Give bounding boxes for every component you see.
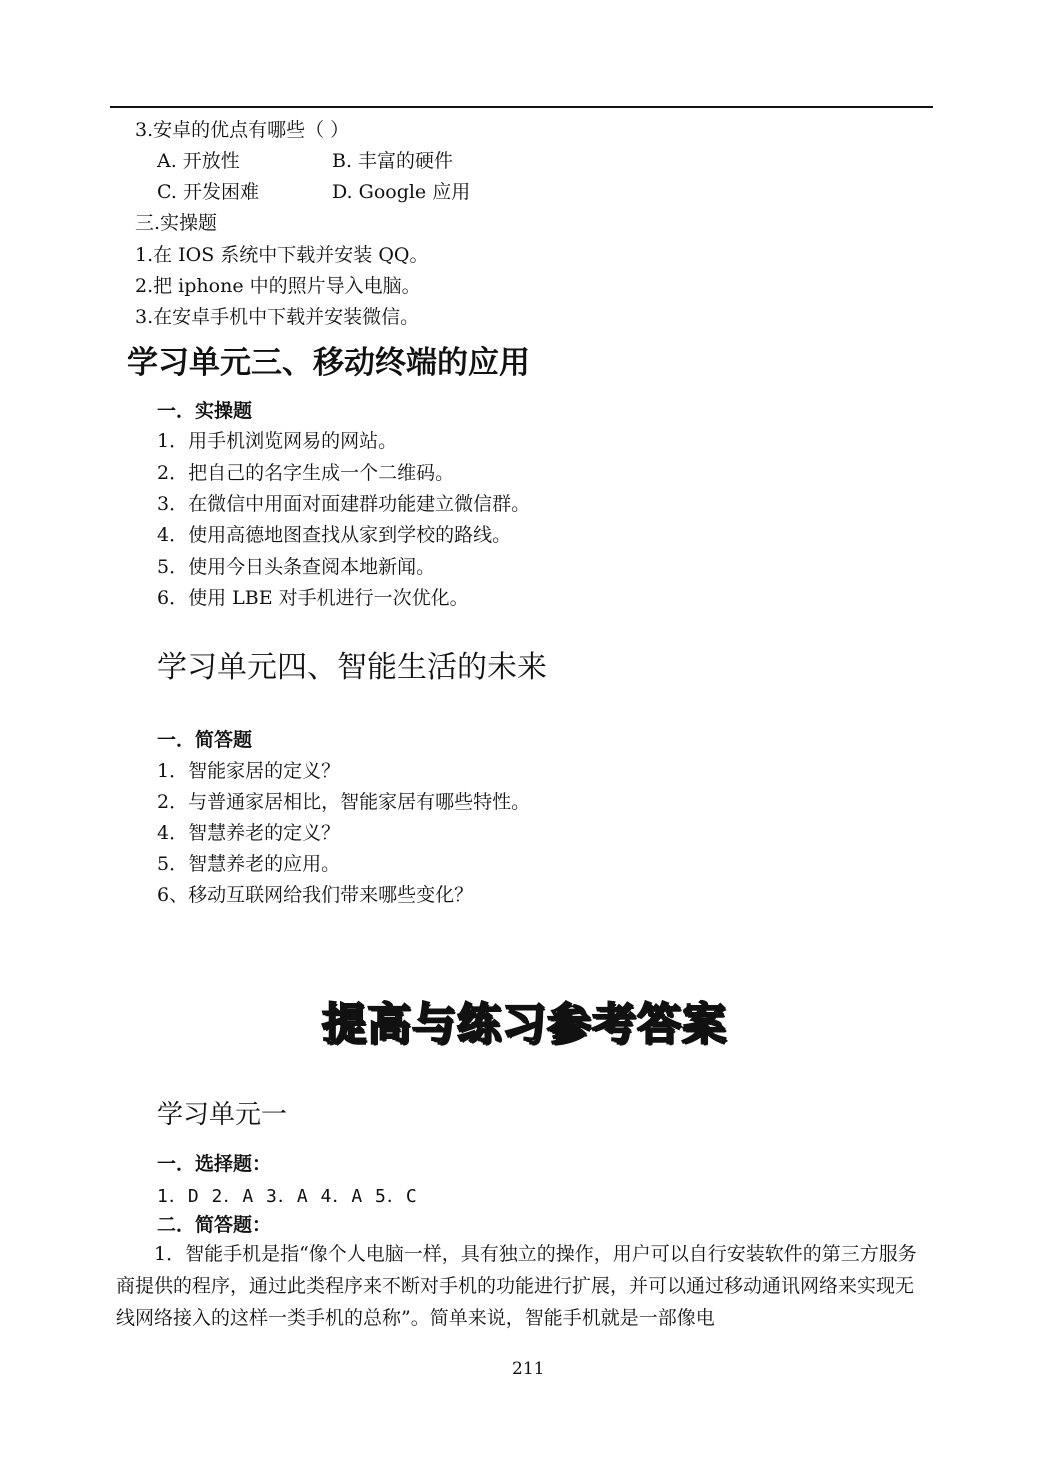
practice-item: 3.在安卓手机中下载并安装微信。: [135, 306, 420, 328]
header-rule: [110, 106, 933, 108]
unit3-item: 4．使用高德地图查找从家到学校的路线。: [157, 524, 512, 546]
practice-item: 2.把 iphone 中的照片导入电脑。: [135, 275, 421, 297]
answers-banner: 提高与练习参考答案: [322, 999, 727, 1050]
unit3-item: 6．使用 LBE 对手机进行一次优化。: [157, 587, 469, 609]
unit3-item: 1．用手机浏览网易的网站。: [157, 430, 398, 452]
question-3: 3.安卓的优点有哪些（ ）: [135, 119, 350, 141]
practice-heading: 三.实操题: [135, 212, 218, 234]
unit4-item: 1．智能家居的定义？: [157, 760, 341, 782]
choice-answers: 1．D 2．A 3．A 4．A 5．C: [157, 1186, 418, 1207]
unit4-item: 2．与普通家居相比，智能家居有哪些特性。: [157, 791, 531, 813]
unit3-item: 3．在微信中用面对面建群功能建立微信群。: [157, 493, 531, 515]
unit4-item: 5．智慧养老的应用。: [157, 853, 341, 875]
unit4-subheading: 一．简答题: [157, 729, 253, 751]
unit3-subheading: 一．实操题: [157, 400, 253, 422]
unit3-item: 5．使用今日头条查阅本地新闻。: [157, 556, 436, 578]
choice-heading: 一．选择题：: [157, 1153, 272, 1175]
unit4-item: 6、移动互联网给我们带来哪些变化？: [157, 884, 474, 906]
short-answer-paragraph: 1．智能手机是指“像个人电脑一样，具有独立的操作，用户可以自行安装软件的第三方服务商提供的程序，通过此类程序来不断对手机的功能进行扩展，并可以通过移动通讯网络来实现无线网络接入的这样一类手机的总称”。简单来说，智能手机就是一部像电: [116, 1243, 917, 1329]
page-number: 211: [512, 1359, 545, 1379]
short-answer-heading: 二．简答题：: [157, 1214, 272, 1236]
option-c: C. 开发困难: [157, 181, 259, 203]
practice-item: 1.在 IOS 系统中下载并安装 QQ。: [135, 244, 429, 266]
answers-unit1-title: 学习单元一: [157, 1100, 288, 1130]
option-b: B. 丰富的硬件: [332, 150, 454, 172]
unit4-item: 4．智慧养老的定义？: [157, 822, 341, 844]
unit3-title: 学习单元三、移动终端的应用: [127, 345, 530, 381]
option-d: D. Google 应用: [332, 181, 471, 203]
option-a: A. 开放性: [157, 150, 240, 172]
unit4-title: 学习单元四、智能生活的未来: [157, 650, 547, 685]
unit3-item: 2．把自己的名字生成一个二维码。: [157, 462, 455, 484]
